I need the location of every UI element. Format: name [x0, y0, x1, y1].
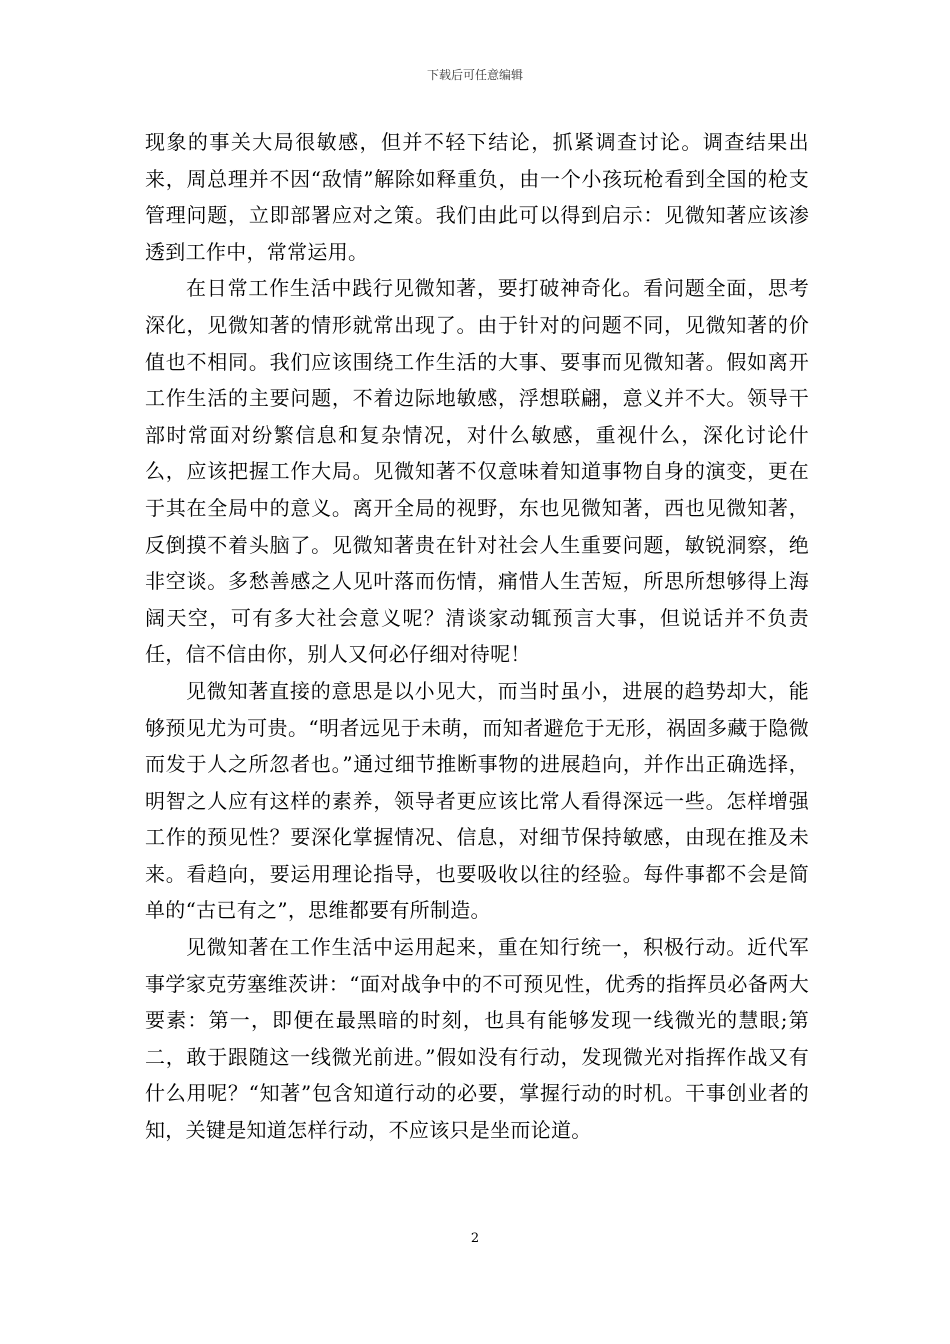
document-body	[145, 124, 809, 1149]
paragraph: 见微知著直接的意思是以小见大，而当时虽小，进展的趋势却大，能够预见尤为可贵。“明者远见于未萌，而知者避危于无形，祸固多藏于隐微而发于人之所忽者也。”通过细节推断事物的进展趋向，并作出正确选择，明智之人应有这样的素养，领导者更应该比常人看得深远一些。怎样增强工作的预见性？要深化掌握情况、信息，对细节保持敏感，由现在推及未来。看趋向，要运用理论指导，也要吸收以往的经验。每件事都不会是简单的“古已有之”，思维都要有所制造。	[145, 678, 809, 923]
page-number: 2	[470, 1231, 480, 1246]
page-header: 下载后可任意编辑	[426, 68, 523, 82]
paragraph: 在日常工作生活中践行见微知著，要打破神奇化。看问题全面，思考深化，见微知著的情形就常出现了。由于针对的问题不同，见微知著的价值也不相同。我们应该围绕工作生活的大事、要事而见微知著。假如离开工作生活的主要问题，不着边际地敏感，浮想联翩，意义并不大。领导干部时常面对纷繁信息和复杂情况，对什么敏感，重视什么，深化讨论什么，应该把握工作大局。见微知著不仅意味着知道事物自身的演变，更在于其在全局中的意义。离开全局的视野，东也见微知著，西也见微知著，反倒摸不着头脑了。见微知著贵在针对社会人生重要问题，敏锐洞察，绝非空谈。多愁善感之人见叶落而伤情，痛惜人生苦短，所思所想够得上海阔天空，可有多大社会意义呢？清谈家动辄预言大事，但说话并不负责任，信不信由你，别人又何必仔细对待呢！	[145, 276, 809, 667]
paragraph-continued: 现象的事关大局很敏感，但并不轻下结论，抓紧调查讨论。调查结果出来，周总理并不因“敌情”解除如释重负，由一个小孩玩枪看到全国的枪支管理问题，立即部署应对之策。我们由此可以得到启示：见微知著应该渗透到工作中，常常运用。	[145, 130, 809, 264]
paragraph: 见微知著在工作生活中运用起来，重在知行统一，积极行动。近代军事学家克劳塞维茨讲：“面对战争中的不可预见性，优秀的指挥员必备两大要素：第一，即便在最黑暗的时刻，也具有能够发现一线微光的慧眼;第二，敢于跟随这一线微光前进。”假如没有行动，发现微光对指挥作战又有什么用呢？“知著”包含知道行动的必要，掌握行动的时机。干事创业者的知，关键是知道怎样行动，不应该只是坐而论道。	[145, 935, 809, 1143]
